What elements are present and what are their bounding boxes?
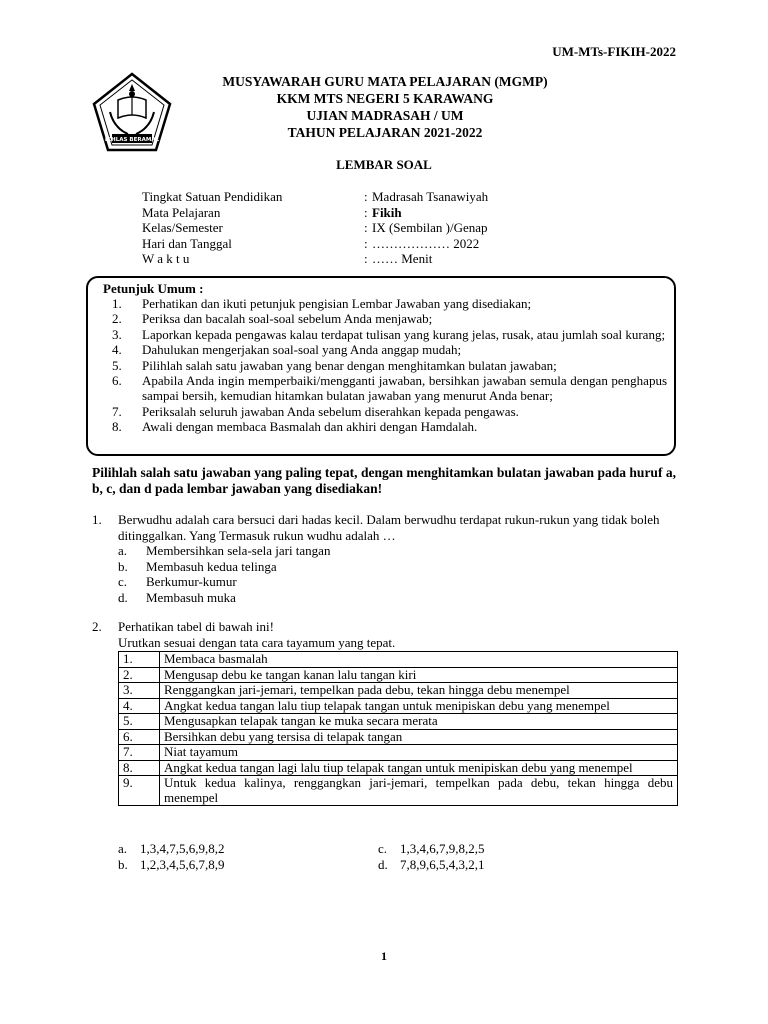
- info-row-time: [142, 251, 488, 267]
- list-item: 3. Laporkan kepada pengawas kalau terdapat tulisan yang kurang jelas, rusak, atau jumlah soal kurang;: [112, 326, 666, 342]
- table-cell: Bersihkan debu yang tersisa di telapak tangan: [160, 729, 678, 745]
- list-item-text: Laporkan kepada pengawas kalau terdapat tulisan yang kurang jelas, rusak, atau jumlah soal kurang;: [142, 326, 666, 342]
- table-row: 8. Angkat kedua tangan lagi lalu tiup telapak tangan untuk menipiskan debu yang menempel: [119, 760, 678, 776]
- table-row: 7. Niat tayamum: [119, 745, 678, 761]
- table-cell: Angkat kedua tangan lalu tiup telapak tangan untuk menipiskan debu yang menempel: [160, 698, 678, 714]
- table-cell: Untuk kedua kalinya, renggangkan jari-jemari, tempelkan pada debu, tekan hingga debu menempel: [160, 776, 678, 806]
- table-row: 4. Angkat kedua tangan lalu tiup telapak tangan untuk menipiskan debu yang menempel: [119, 698, 678, 714]
- info-row-subject: [142, 205, 488, 221]
- info-colon: :: [364, 220, 368, 235]
- info-row-class: [142, 220, 488, 236]
- tayamum-steps-table: [118, 651, 678, 806]
- list-item-text: Perhatikan dan ikuti petunjuk pengisian Lembar Jawaban yang disediakan;: [142, 296, 532, 311]
- list-item-text: Apabila Anda ingin memperbaiki/mengganti jawaban, bersihkan jawaban semula dengan penghapus sampai bersih, kemudian hitamkan bulatan jawaban yang menurut Anda benar;: [142, 373, 667, 404]
- table-cell: Renggangkan jari-jemari, tempelkan pada debu, tekan hingga debu menempel: [160, 683, 678, 699]
- answer-option: b. Membasuh kedua telinga: [118, 558, 277, 574]
- info-row-date: [142, 236, 488, 252]
- question-2: [92, 619, 676, 806]
- answer-option-text: Berkumur-kumur: [146, 574, 237, 589]
- list-item: 6. Apabila Anda ingin memperbaiki/mengganti jawaban, bersihkan jawaban semula dengan penghapus sampai bersih, kemudian hitamkan bulatan jawaban yang menurut Anda benar;: [112, 373, 667, 404]
- list-item-text: Dahulukan mengerjakan soal-soal yang Anda anggap mudah;: [142, 342, 462, 358]
- answer-option-text: Membersihkan sela-sela jari tangan: [146, 543, 331, 558]
- header-line: TAHUN PELAJARAN 2021-2022: [287, 125, 483, 140]
- header-line: UJIAN MADRASAH / UM: [306, 108, 464, 123]
- madrasah-logo: [92, 72, 172, 152]
- list-item: 2. Periksa dan bacalah soal-soal sebelum Anda menjawab;: [112, 311, 667, 326]
- info-value: IX (Sembilan )/Genap: [372, 220, 488, 235]
- list-item: 1. Perhatikan dan ikuti petunjuk pengisian Lembar Jawaban yang disediakan;: [112, 296, 667, 311]
- page-number: 1: [381, 949, 387, 963]
- list-item-text: Pilihlah salah satu jawaban yang benar dengan menghitamkan bulatan jawaban;: [142, 357, 557, 373]
- question-text: Urutkan sesuai dengan tata cara tayamum yang tepat.: [118, 634, 396, 650]
- question-1: [92, 512, 676, 605]
- list-item: 8. Awali dengan membaca Basmalah dan akhiri dengan Hamdalah.: [112, 419, 667, 434]
- question-instruction: Pilihlah salah satu jawaban yang paling tepat, dengan menghitamkan bulatan jawaban pada huruf a, b, c, dan d pada lembar jawaban yang disediakan!: [92, 465, 676, 496]
- table-row: 9. Untuk kedua kalinya, renggangkan jari-jemari, tempelkan pada debu, tekan hingga debu menempel: [119, 776, 678, 806]
- table-row: 5. Mengusapkan telapak tangan ke muka secara merata: [119, 714, 678, 730]
- answer-option-text: 7,8,9,6,5,4,3,2,1: [400, 857, 485, 872]
- question-2-options: [118, 841, 638, 873]
- table-row: 1. Membaca basmalah: [119, 652, 678, 668]
- info-label: Kelas/Semester: [142, 220, 223, 235]
- table-row: 3. Renggangkan jari-jemari, tempelkan pada debu, tekan hingga debu menempel: [119, 683, 678, 699]
- answer-option: c. Berkumur-kumur: [118, 574, 237, 589]
- question-number: 2.: [92, 619, 102, 634]
- answer-option-text: 1,3,4,6,7,9,8,2,5: [400, 841, 485, 856]
- list-item: 5. Pilihlah salah satu jawaban yang benar dengan menghitamkan bulatan jawaban;: [112, 358, 667, 373]
- question-number: 1.: [92, 512, 102, 527]
- answer-option: a. Membersihkan sela-sela jari tangan: [118, 543, 331, 558]
- info-value: Madrasah Tsanawiyah: [372, 189, 489, 204]
- info-row-level: [142, 189, 488, 205]
- table-cell: Angkat kedua tangan lagi lalu tiup telapak tangan untuk menipiskan debu yang menempel: [160, 760, 678, 776]
- table-cell: Membaca basmalah: [160, 652, 678, 668]
- table-row: 2. Mengusap debu ke tangan kanan lalu tangan kiri: [119, 667, 678, 683]
- question-text: Berwudhu adalah cara bersuci dari hadas kecil. Dalam berwudhu terdapat rukun-rukun yang tidak boleh ditinggalkan. Yang Termasuk rukun wudhu adalah …: [118, 512, 660, 543]
- info-label: W a k t u: [142, 251, 190, 266]
- answer-option: c. 1,3,4,6,7,9,8,2,5: [378, 841, 485, 856]
- table-row: 6. Bersihkan debu yang tersisa di telapak tangan: [119, 729, 678, 745]
- table-cell: Mengusap debu ke tangan kanan lalu tangan kiri: [160, 667, 678, 683]
- logo-motto: IKHLAS BERAMAL: [104, 137, 160, 143]
- answer-option: a. 1,3,4,7,5,6,9,8,2: [118, 841, 225, 856]
- list-item-text: Periksa dan bacalah soal-soal sebelum Anda menjawab;: [142, 311, 433, 327]
- header-line: MUSYAWARAH GURU MATA PELAJARAN (MGMP): [222, 74, 548, 89]
- school-header: [170, 73, 600, 141]
- answer-option-text: 1,3,4,7,5,6,9,8,2: [140, 841, 225, 856]
- info-colon: :: [364, 189, 368, 204]
- answer-option-text: Membasuh kedua telinga: [146, 558, 277, 574]
- list-item-text: Periksalah seluruh jawaban Anda sebelum diserahkan kepada pengawas.: [142, 403, 519, 419]
- exam-info: [142, 189, 488, 267]
- answer-option: d. Membasuh muka: [118, 589, 236, 605]
- info-label: Tingkat Satuan Pendidikan: [142, 189, 283, 204]
- document-code: UM-MTs-FIKIH-2022: [552, 44, 676, 59]
- instructions-title: Petunjuk Umum :: [103, 281, 204, 296]
- info-colon: :: [364, 251, 368, 266]
- info-label: Hari dan Tanggal: [142, 235, 232, 251]
- info-value: …… Menit: [372, 251, 433, 266]
- instructions-list: [112, 296, 667, 435]
- list-item-text: Awali dengan membaca Basmalah dan akhiri dengan Hamdalah.: [142, 419, 478, 435]
- question-text: Perhatikan tabel di bawah ini!: [118, 619, 274, 634]
- info-value: ……………… 2022: [372, 235, 480, 251]
- info-label: Mata Pelajaran: [142, 204, 221, 220]
- header-line: KKM MTS NEGERI 5 KARAWANG: [276, 91, 494, 106]
- list-item: 7. Periksalah seluruh jawaban Anda sebelum diserahkan kepada pengawas.: [112, 404, 667, 419]
- answer-option: d. 7,8,9,6,5,4,3,2,1: [378, 857, 485, 872]
- table-cell: Mengusapkan telapak tangan ke muka secara merata: [160, 714, 678, 730]
- answer-option: b. 1,2,3,4,5,6,7,8,9: [118, 857, 225, 872]
- info-value: Fikih: [372, 204, 402, 220]
- answer-option-text: 1,2,3,4,5,6,7,8,9: [140, 857, 225, 872]
- list-item: 4. Dahulukan mengerjakan soal-soal yang Anda anggap mudah;: [112, 342, 667, 357]
- table-cell: Niat tayamum: [160, 745, 678, 761]
- info-colon: :: [364, 204, 368, 220]
- answer-option-text: Membasuh muka: [146, 589, 236, 605]
- info-colon: :: [364, 235, 368, 251]
- sheet-title: LEMBAR SOAL: [336, 157, 432, 172]
